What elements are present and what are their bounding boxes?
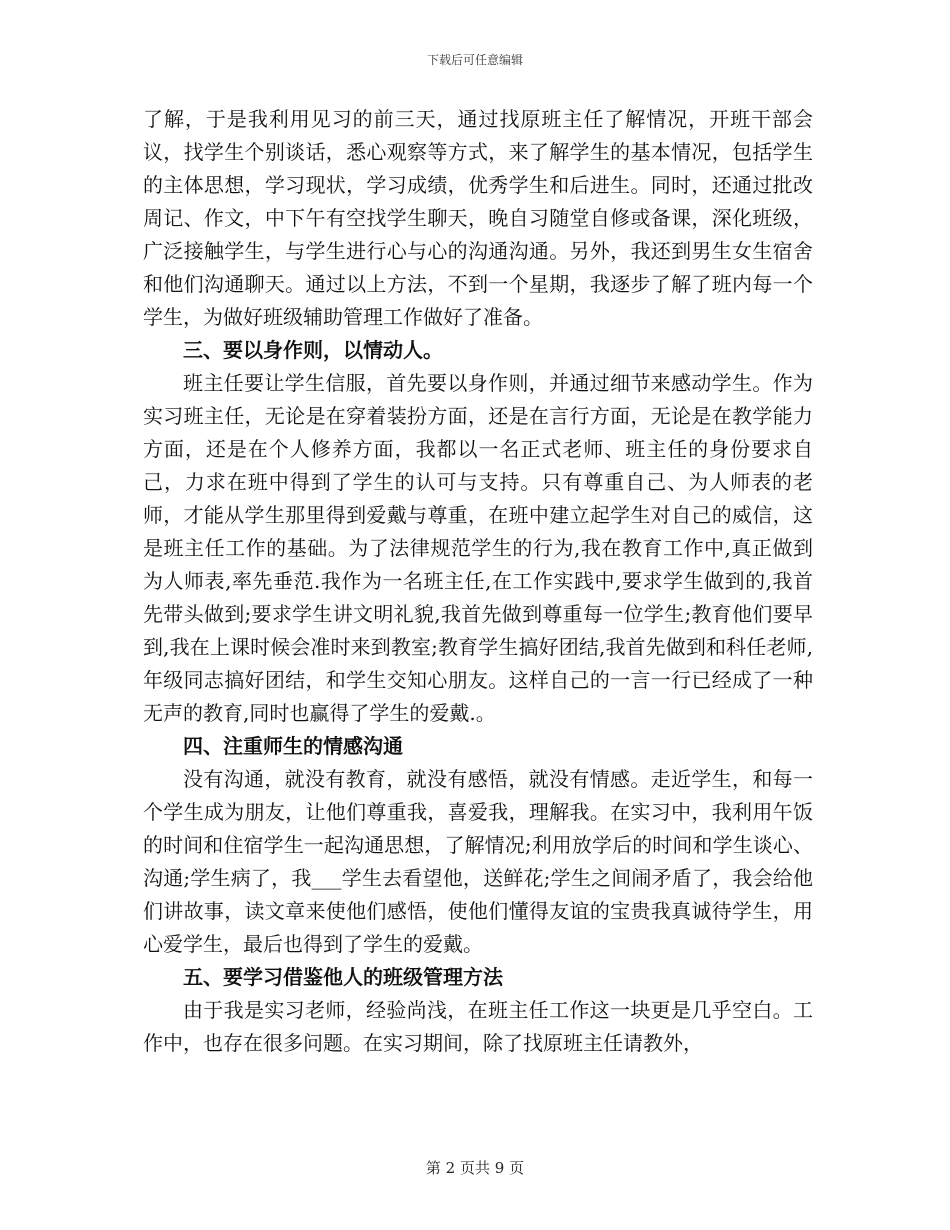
page-header: 下载后可任意编辑 <box>426 53 523 67</box>
body-paragraph: 了解，于是我利用见习的前三天，通过找原班主任了解情况，开班干部会议，找学生个别谈话，悉心观察等方式，来了解学生的基本情况，包括学生的主体思想，学习现状，学习成绩，优秀学生和后进生。同时，还通过批改周记、作文，中下午有空找学生聊天，晚自习随堂自修或备课，深化班级，广泛接触学生，与学生进行心与心的沟通沟通。另外，我还到男生女生宿舍和他们沟通聊天。通过以上方法，不到一个星期，我逐步了解了班内每一个学生，为做好班级辅助管理工作做好了准备。 <box>143 107 813 329</box>
section-heading: 四、注重师生的情感沟通 <box>183 734 403 758</box>
section-heading: 五、要学习借鉴他人的班级管理方法 <box>183 965 503 989</box>
page-footer: 第 2 页共 9 页 <box>425 1159 525 1177</box>
body-paragraph: 没有沟通，就没有教育，就没有感悟，就没有情感。走近学生，和每一个学生成为朋友，让他们尊重我，喜爱我，理解我。在实习中，我利用午饭的时间和住宿学生一起沟通思想，了解情况;利用放学后的时间和学生谈心、沟通;学生病了，我___学生去看望他，送鲜花;学生之间闹矛盾了，我会给他们讲故事，读文章来使他们感悟，使他们懂得友谊的宝贵我真诚待学生，用心爱学生，最后也得到了学生的爱戴。 <box>143 767 813 956</box>
section-heading: 三、要以身作则，以情动人。 <box>183 338 443 362</box>
document-body <box>143 103 813 1060</box>
body-paragraph: 班主任要让学生信服，首先要以身作则，并通过细节来感动学生。作为实习班主任，无论是在穿着装扮方面，还是在言行方面，无论是在教学能力方面，还是在个人修养方面，我都以一名正式老师、班主任的身份要求自己，力求在班中得到了学生的认可与支持。只有尊重自己、为人师表的老师，才能从学生那里得到爱戴与尊重，在班中建立起学生对自己的威信，这是班主任工作的基础。为了法律规范学生的行为,我在教育工作中,真正做到为人师表,率先垂范.我作为一名班主任,在工作实践中,要求学生做到的,我首先带头做到;要求学生讲文明礼貌,我首先做到尊重每一位学生;教育他们要早到,我在上课时候会准时来到教室;教育学生搞好团结,我首先做到和科任老师,年级同志搞好团结，和学生交知心朋友。这样自己的一言一行已经成了一种无声的教育,同时也赢得了学生的爱戴.。 <box>143 371 813 725</box>
body-paragraph: 由于我是实习老师，经验尚浅，在班主任工作这一块更是几乎空白。工作中，也存在很多问题。在实习期间，除了找原班主任请教外， <box>143 998 813 1055</box>
